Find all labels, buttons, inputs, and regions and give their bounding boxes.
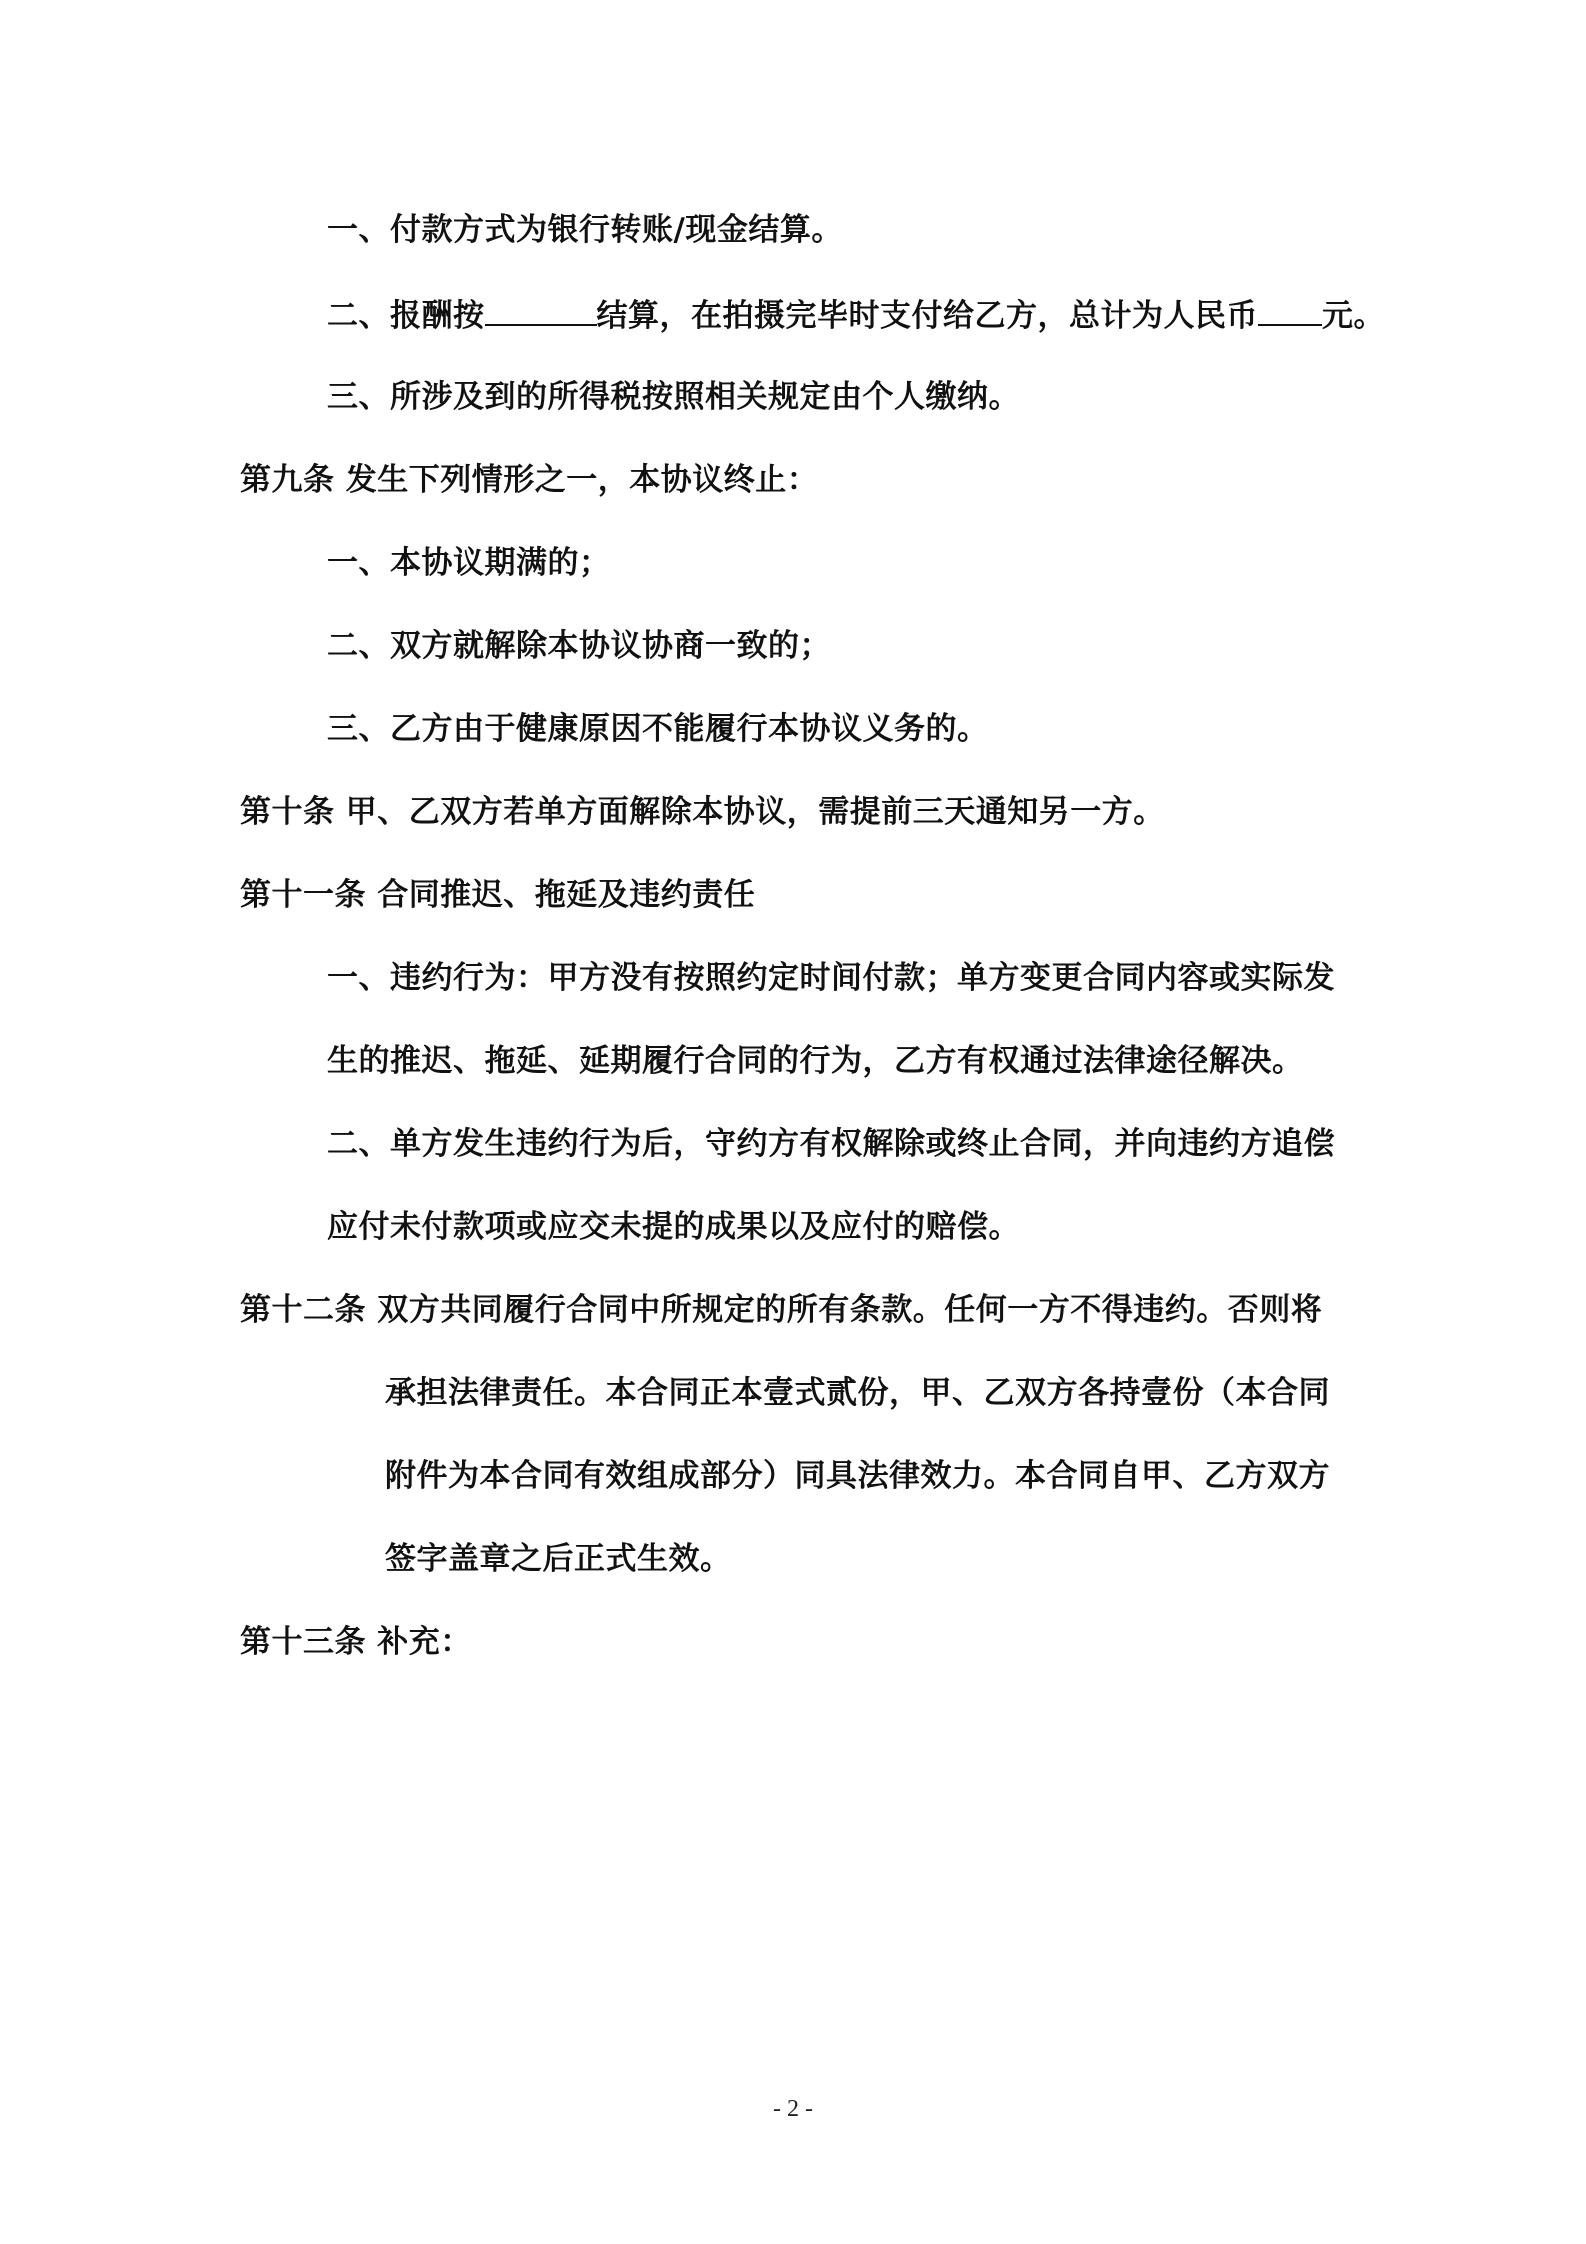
article-12-line-3: 附件为本合同有效组成部分）同具法律效力。本合同自甲、乙方双方	[385, 1458, 1330, 1494]
payment-item-2	[327, 294, 1385, 336]
settlement-blank	[485, 294, 597, 326]
payment-item-3: 三、所涉及到的所得税按照相关规定由个人缴纳。	[327, 379, 1020, 415]
page-number: - 2 -	[773, 2096, 813, 2122]
article-11-line-2: 生的推迟、拖延、延期履行合同的行为，乙方有权通过法律途径解决。	[327, 1043, 1304, 1079]
article-9-item-2: 二、双方就解除本协议协商一致的；	[327, 628, 831, 664]
payment-item-1: 一、付款方式为银行转账/现金结算。	[327, 212, 843, 248]
article-13: 第十三条 补充：	[240, 1624, 472, 1660]
amount-blank	[1258, 294, 1322, 326]
article-12-line-1: 第十二条 双方共同履行合同中所规定的所有条款。任何一方不得违约。否则将	[240, 1292, 1323, 1328]
article-10: 第十条 甲、乙双方若单方面解除本协议，需提前三天通知另一方。	[240, 794, 1165, 830]
payment-item-2-part2: 结算，在拍摄完毕时支付给乙方，总计为人民币	[596, 298, 1258, 334]
article-11-line-3: 二、单方发生违约行为后，守约方有权解除或终止合同，并向违约方追偿	[327, 1126, 1335, 1162]
article-11-line-1: 一、违约行为：甲方没有按照约定时间付款；单方变更合同内容或实际发	[327, 960, 1335, 996]
article-12-line-4: 签字盖章之后正式生效。	[385, 1541, 732, 1577]
article-11-heading: 第十一条 合同推迟、拖延及违约责任	[240, 877, 756, 913]
article-12-line-2: 承担法律责任。本合同正本壹式贰份，甲、乙双方各持壹份（本合同	[385, 1375, 1330, 1411]
article-11-line-4: 应付未付款项或应交未提的成果以及应付的赔偿。	[327, 1209, 1020, 1245]
payment-item-2-part3: 元。	[1322, 298, 1385, 334]
payment-item-2-part1: 二、报酬按	[327, 298, 485, 334]
article-9-heading: 第九条 发生下列情形之一，本协议终止：	[240, 462, 819, 498]
article-9-item-3: 三、乙方由于健康原因不能履行本协议义务的。	[327, 711, 989, 747]
article-9-item-1: 一、本协议期满的；	[327, 545, 611, 581]
